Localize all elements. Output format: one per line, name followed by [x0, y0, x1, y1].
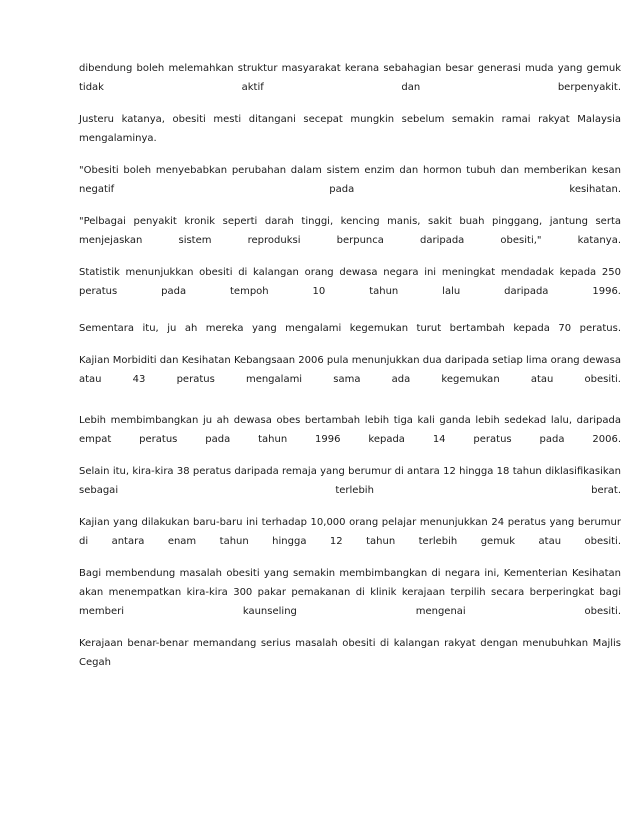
paragraph-3: "Obesiti boleh menyebabkan perubahan dalam sistem enzim dan hormon tubuh dan memberikan kesan negatif pada kesihatan. — [79, 165, 621, 195]
paragraph-7: Kajian Morbiditi dan Kesihatan Kebangsaan 2006 pula menunjukkan dua daripada setiap lima orang dewasa atau 43 peratus mengalami sama ada kegemukan atau obesiti. — [79, 355, 621, 385]
paragraph-8: Lebih membimbangkan ju ah dewasa obes bertambah lebih tiga kali ganda lebih sedekad lalu, daripada empat peratus pada tahun 1996 kepada 14 peratus pada 2006. — [79, 415, 621, 445]
paragraph-1: dibendung boleh melemahkan struktur masyarakat kerana sebahagian besar generasi muda yang gemuk tidak aktif dan berpenyakit. — [79, 63, 621, 93]
paragraph-6: Sementara itu, ju ah mereka yang mengalami kegemukan turut bertambah kepada 70 peratus. — [79, 323, 621, 334]
paragraph-4: "Pelbagai penyakit kronik seperti darah tinggi, kencing manis, sakit buah pinggang, jantung serta menjejaskan sistem reproduksi berpunca daripada obesiti," katanya. — [79, 216, 621, 246]
paragraph-5: Statistik menunjukkan obesiti di kalangan orang dewasa negara ini meningkat mendadak kepada 250 peratus pada tempoh 10 tahun lalu daripada 1996. — [79, 267, 621, 297]
paragraph-9: Selain itu, kira-kira 38 peratus daripada remaja yang berumur di antara 12 hingga 18 tahun diklasifikasikan sebagai terlebih berat. — [79, 466, 621, 496]
document-page — [79, 59, 621, 672]
paragraph-11: Bagi membendung masalah obesiti yang semakin membimbangkan di negara ini, Kementerian Kesihatan akan menempatkan kira-kira 300 pakar pemakanan di klinik kerajaan terpilih secara berperingkat bagi memberi kaunseling mengenai obesiti. — [79, 568, 621, 617]
paragraph-10: Kajian yang dilakukan baru-baru ini terhadap 10,000 orang pelajar menunjukkan 24 peratus yang berumur di antara enam tahun hingga 12 tahun terlebih gemuk atau obesiti. — [79, 517, 621, 547]
paragraph-2: Justeru katanya, obesiti mesti ditangani secepat mungkin sebelum semakin ramai rakyat Malaysia mengalaminya. — [79, 114, 621, 144]
paragraph-12: Kerajaan benar-benar memandang serius masalah obesiti di kalangan rakyat dengan menubuhkan Majlis Cegah — [79, 638, 621, 668]
